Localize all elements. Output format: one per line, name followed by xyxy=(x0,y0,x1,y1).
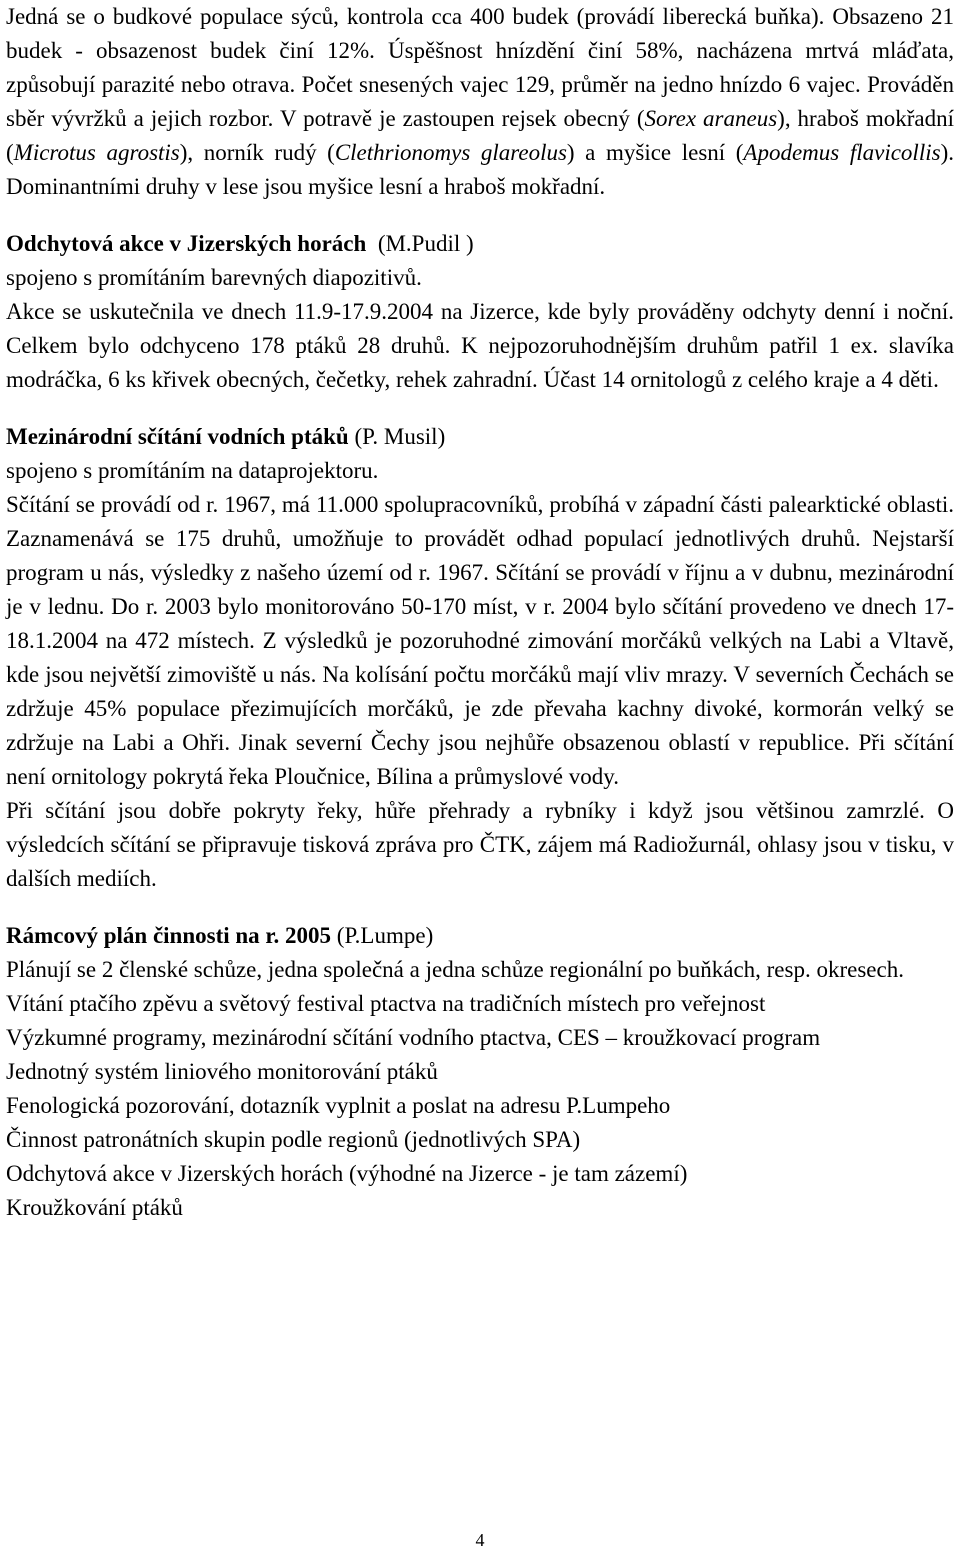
plan-item: Výzkumné programy, mezinárodní sčítání vodního ptactva, CES – kroužkovací program xyxy=(6,1025,821,1050)
section-heading xyxy=(6,420,954,454)
spacer xyxy=(6,204,954,227)
section-author: (M.Pudil ) xyxy=(377,231,474,256)
section-author: (P. Musil) xyxy=(354,424,446,449)
page-number: 4 xyxy=(475,1530,485,1550)
section-title: Rámcový plán činnosti na r. 2005 xyxy=(6,923,332,948)
section-body: Při sčítání jsou dobře pokryty řeky, hůře přehrady a rybníky i když jsou většinou zamrzlé. O výsledcích sčítání se připravuje tisková zpráva pro ČTK, zájem má Radiožurnál, ohlasy jsou v tisku, v dalších mediích. xyxy=(6,798,954,891)
plan-item: Plánují se 2 členské schůze, jedna společná a jedna schůze regionální po buňkách, resp. okresech. xyxy=(6,957,904,982)
section-body: Akce se uskutečnila ve dnech 11.9-17.9.2004 na Jizerce, kde byly prováděny odchyty denní i noční. Celkem bylo odchyceno 178 ptáků 28 druhů. K nejpozoruhodnějším druhům patřil 1 ex. slavíka modráčka, 6 ks křivek obecných, čečetky, rehek zahradní. Účast 14 ornitologů z celého kraje a 4 děti. xyxy=(6,299,954,392)
section-author: (P.Lumpe) xyxy=(336,923,434,948)
intro-diet-text-d: ) a myšice lesní ( xyxy=(566,140,744,165)
document-page xyxy=(6,0,954,1225)
spacer xyxy=(6,896,954,919)
section-odchyt xyxy=(6,227,954,397)
species-sorex: Sorex araneus xyxy=(644,106,778,131)
plan-item: Fenologická pozorování, dotazník vyplnit a poslat na adresu P.Lumpeho xyxy=(6,1093,671,1118)
plan-item: Odchytová akce v Jizerských horách (výhodné na Jizerce - je tam zázemí) xyxy=(6,1161,688,1186)
section-title: Mezinárodní sčítání vodních ptáků xyxy=(6,424,349,449)
plan-item: Jednotný systém liniového monitorování ptáků xyxy=(6,1059,438,1084)
intro-diet-text-a: V potravě je zastoupen rejsek obecný ( xyxy=(279,106,645,131)
intro-diet-text-b: ), hraboš mokřadní ( xyxy=(6,106,954,165)
intro-text: Jedná se o budkové populace sýců, kontrola cca 400 budek (provádí liberecká buňka). Obsazeno 21 budek - obsazenost budek činí 12%. Úspěšnost hnízdění činí 58%, nacházena mrtvá mláďata, způsobují parazité nebo otrava. Počet snesených vajec 129, průměr na jedno hnízdo 6 vajec. Prováděn sběr vývržků a jejich rozbor. xyxy=(6,4,954,131)
section-plan xyxy=(6,919,954,1225)
intro-paragraph xyxy=(6,0,954,204)
section-heading xyxy=(6,919,954,953)
section-title: Odchytová akce v Jizerských horách xyxy=(6,231,367,256)
section-heading xyxy=(6,227,954,261)
intro-diet-text-c: ), norník rudý ( xyxy=(179,140,335,165)
species-microtus: Microtus agrostis xyxy=(13,140,180,165)
plan-item: Kroužkování ptáků xyxy=(6,1195,183,1220)
plan-item: Vítání ptačího zpěvu a světový festival ptactva na tradičních místech pro veřejnost xyxy=(6,991,766,1016)
section-scitani xyxy=(6,420,954,896)
section-subline: spojeno s promítáním na dataprojektoru. xyxy=(6,458,379,483)
species-apodemus: Apodemus flavicollis xyxy=(743,140,941,165)
section-subline: spojeno s promítáním barevných diapozitivů. xyxy=(6,265,422,290)
section-body: Sčítání se provádí od r. 1967, má 11.000 spolupracovníků, probíhá v západní části palearktické oblasti. Zaznamenává se 175 druhů, umožňuje to provádět odhad populací jednotlivých druhů. Nejstarší program u nás, výsledky z našeho území od r. 1967. Sčítání se provádí v říjnu a v dubnu, mezinárodní je v lednu. Do r. 2003 bylo monitorováno 50-170 míst, v r. 2004 bylo sčítání provedeno ve dnech 17-18.1.2004 na 472 místech. Z výsledků je pozoruhodné zimování morčáků velkých na Labi a Vltavě, kde jsou největší zimoviště u nás. Na kolísání počtu morčáků mají vliv mrazy. V severních Čechách se zdržuje 45% populace přezimujících morčáků, je zde převaha kachny divoké, kormorán velký se zdržuje na Labi a Ohři. Jinak severní Čechy jsou nejhůře obsazenou oblastí v republice. Při sčítání není ornitology pokrytá řeka Ploučnice, Bílina a průmyslové vody. xyxy=(6,492,954,789)
plan-item: Činnost patronátních skupin podle regionů (jednotlivých SPA) xyxy=(6,1127,581,1152)
intro-diet-text-e: ). Dominantními druhy v lese jsou myšice lesní a hraboš mokřadní. xyxy=(6,140,954,199)
spacer xyxy=(6,397,954,420)
species-clethrionomys: Clethrionomys glareolus xyxy=(334,140,567,165)
